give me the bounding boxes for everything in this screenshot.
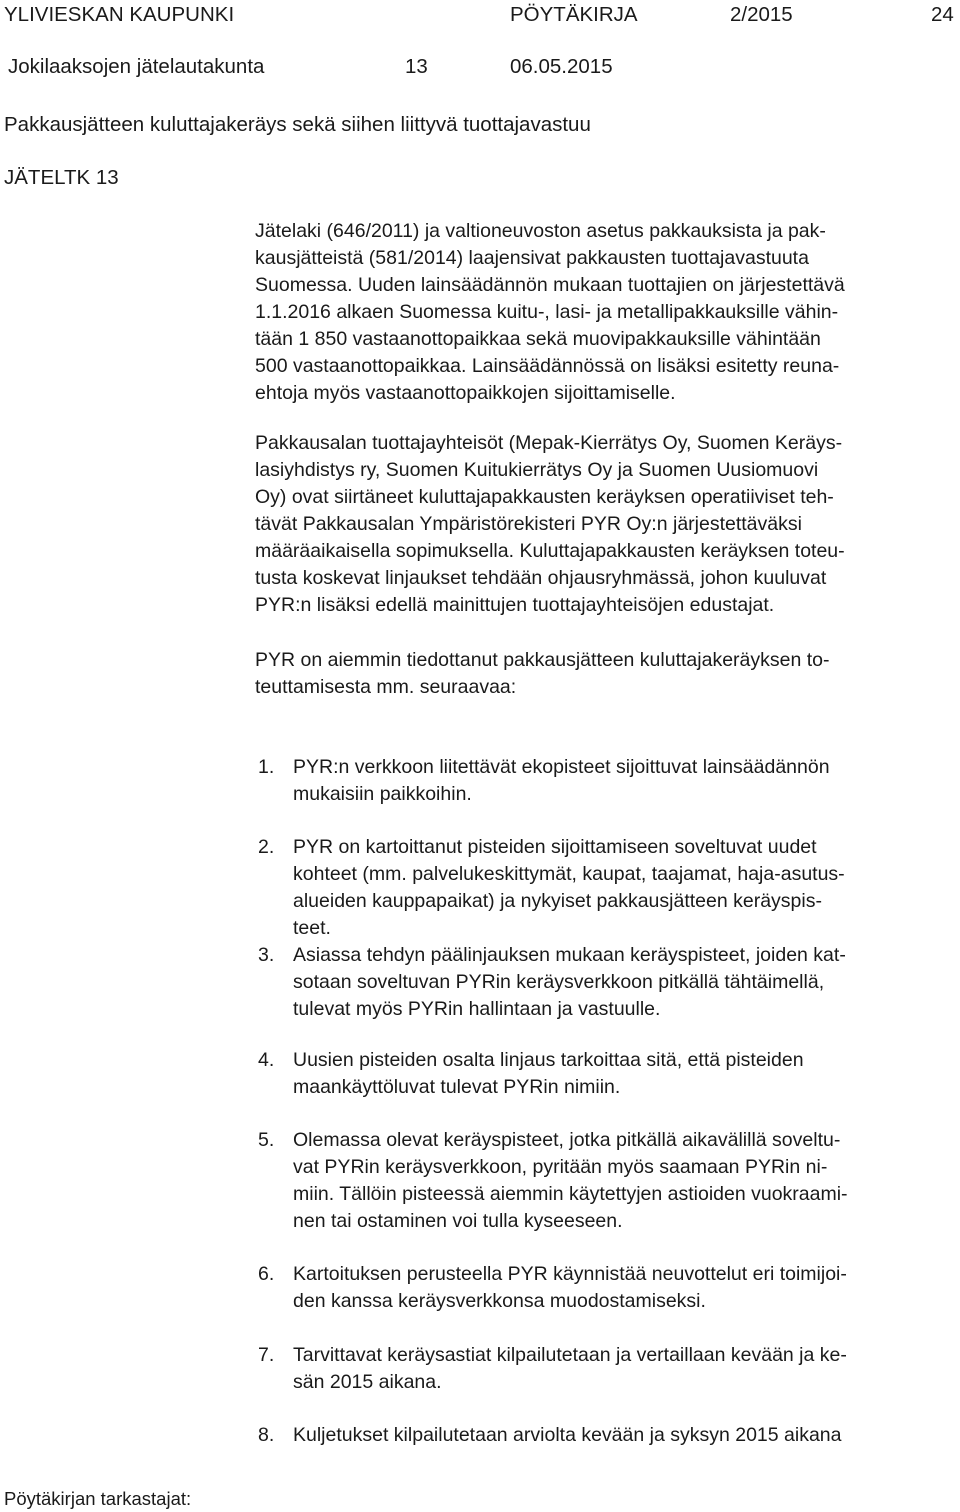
section-number: 13	[405, 55, 428, 78]
text-line: Asiassa tehdyn päälinjauksen mukaan keräyspisteet, joiden kat-	[293, 944, 846, 966]
text-line: ehtoja myös vastaanottopaikkojen sijoittamiselle.	[255, 382, 676, 404]
paragraph-producer-organisations	[255, 430, 955, 619]
minutes-checkers-label: Pöytäkirjan tarkastajat:	[4, 1488, 192, 1509]
list-number: 1.	[258, 756, 275, 778]
text-line: mukaisiin paikkoihin.	[293, 783, 472, 805]
text-line: tävät Pakkausalan Ympäristörekisteri PYR Oy:n järjestettäväksi	[255, 513, 802, 535]
text-line: teuttamisesta mm. seuraavaa:	[255, 676, 517, 698]
text-line: PYR on aiemmin tiedottanut pakkausjätteen kuluttajakeräyksen to-	[255, 649, 830, 671]
text-line: Olemassa olevat keräyspisteet, jotka pitkällä aikavälillä soveltu-	[293, 1129, 841, 1151]
text-line: maankäyttöluvat tulevat PYRin nimiin.	[293, 1076, 621, 1098]
list-number: 4.	[258, 1049, 275, 1071]
text-line: den kanssa keräysverkkonsa muodostamiseksi.	[293, 1290, 706, 1312]
paragraph-pyr-intro	[255, 647, 955, 701]
city-name: YLIVIESKAN KAUPUNKI	[4, 3, 235, 26]
text-line: Kartoituksen perusteella PYR käynnistää neuvottelut eri toimijoi-	[293, 1263, 847, 1285]
text-line: Suomessa. Uuden lainsäädännön mukaan tuottajien on järjestettävä	[255, 274, 845, 296]
text-line: 1.1.2016 alkaen Suomessa kuitu-, lasi- ja metallipakkauksille vähin-	[255, 301, 839, 323]
list-number: 5.	[258, 1129, 275, 1151]
text-line: Kuljetukset kilpailutetaan arviolta kevään ja syksyn 2015 aikana	[293, 1424, 842, 1446]
text-line: Pakkausalan tuottajayhteisöt (Mepak-Kierrätys Oy, Suomen Keräys-	[255, 432, 843, 454]
text-line: Jätelaki (646/2011) ja valtioneuvoston asetus pakkauksista ja pak-	[255, 220, 826, 242]
section-reference: JÄTELTK 13	[4, 166, 119, 189]
text-line: määräaikaisella sopimuksella. Kuluttajapakkausten keräyksen toteu-	[255, 540, 845, 562]
document-type: PÖYTÄKIRJA	[510, 3, 638, 26]
text-line: tusta koskevat linjaukset tehdään ohjausryhmässä, johon kuuluvat	[255, 567, 827, 589]
page-number: 24	[931, 3, 954, 26]
text-line: PYR on kartoittanut pisteiden sijoittamiseen soveltuvat uudet	[293, 836, 817, 858]
text-line: miin. Tällöin pisteessä aiemmin käytettyjen astioiden vuokraami-	[293, 1183, 848, 1205]
text-line: teet.	[293, 917, 331, 939]
text-line: sotaan soveltuvan PYRin keräysverkkoon pitkällä tähtäimellä,	[293, 971, 825, 993]
text-line: PYR:n lisäksi edellä mainittujen tuottajayhteisöjen edustajat.	[255, 594, 775, 616]
body-name: Jokilaaksojen jätelautakunta	[8, 55, 265, 78]
text-line: tään 1 850 vastaanottopaikkaa sekä muovipakkauksille vähintään	[255, 328, 821, 350]
list-number: 3.	[258, 944, 275, 966]
text-line: Uusien pisteiden osalta linjaus tarkoittaa sitä, että pisteiden	[293, 1049, 804, 1071]
list-number: 7.	[258, 1344, 275, 1366]
list-number: 2.	[258, 836, 275, 858]
text-line: Tarvittavat keräysastiat kilpailutetaan ja vertaillaan kevään ja ke-	[293, 1344, 847, 1366]
text-line: 500 vastaanottopaikkaa. Lainsäädännössä on lisäksi esitetty reuna-	[255, 355, 840, 377]
text-line: alueiden kauppapaikat) ja nykyiset pakkausjätteen keräyspis-	[293, 890, 822, 912]
text-line: lasiyhdistys ry, Suomen Kuitukierrätys Oy ja Suomen Uusiomuovi	[255, 459, 819, 481]
text-line: nen tai ostaminen voi tulla kyseeseen.	[293, 1210, 623, 1232]
page-title: Pakkausjätteen kuluttajakeräys sekä siihen liittyvä tuottajavastuu	[4, 113, 591, 136]
paragraph-legislation	[255, 218, 955, 407]
list-number: 8.	[258, 1424, 275, 1446]
list-number: 6.	[258, 1263, 275, 1285]
text-line: Oy) ovat siirtäneet kuluttajapakkausten keräyksen operatiiviset teh-	[255, 486, 834, 508]
meeting-date: 06.05.2015	[510, 55, 613, 78]
text-line: tulevat myös PYRin hallintaan ja vastuulle.	[293, 998, 661, 1020]
text-line: PYR:n verkkoon liitettävät ekopisteet sijoittuvat lainsäädännön	[293, 756, 830, 778]
text-line: vat PYRin keräysverkkoon, pyritään myös saamaan PYRin ni-	[293, 1156, 828, 1178]
text-line: kausjätteistä (581/2014) laajensivat pakkausten tuottajavastuuta	[255, 247, 809, 269]
text-line: sän 2015 aikana.	[293, 1371, 442, 1393]
document-number: 2/2015	[730, 3, 793, 26]
text-line: kohteet (mm. palvelukeskittymät, kaupat, taajamat, haja-asutus-	[293, 863, 845, 885]
